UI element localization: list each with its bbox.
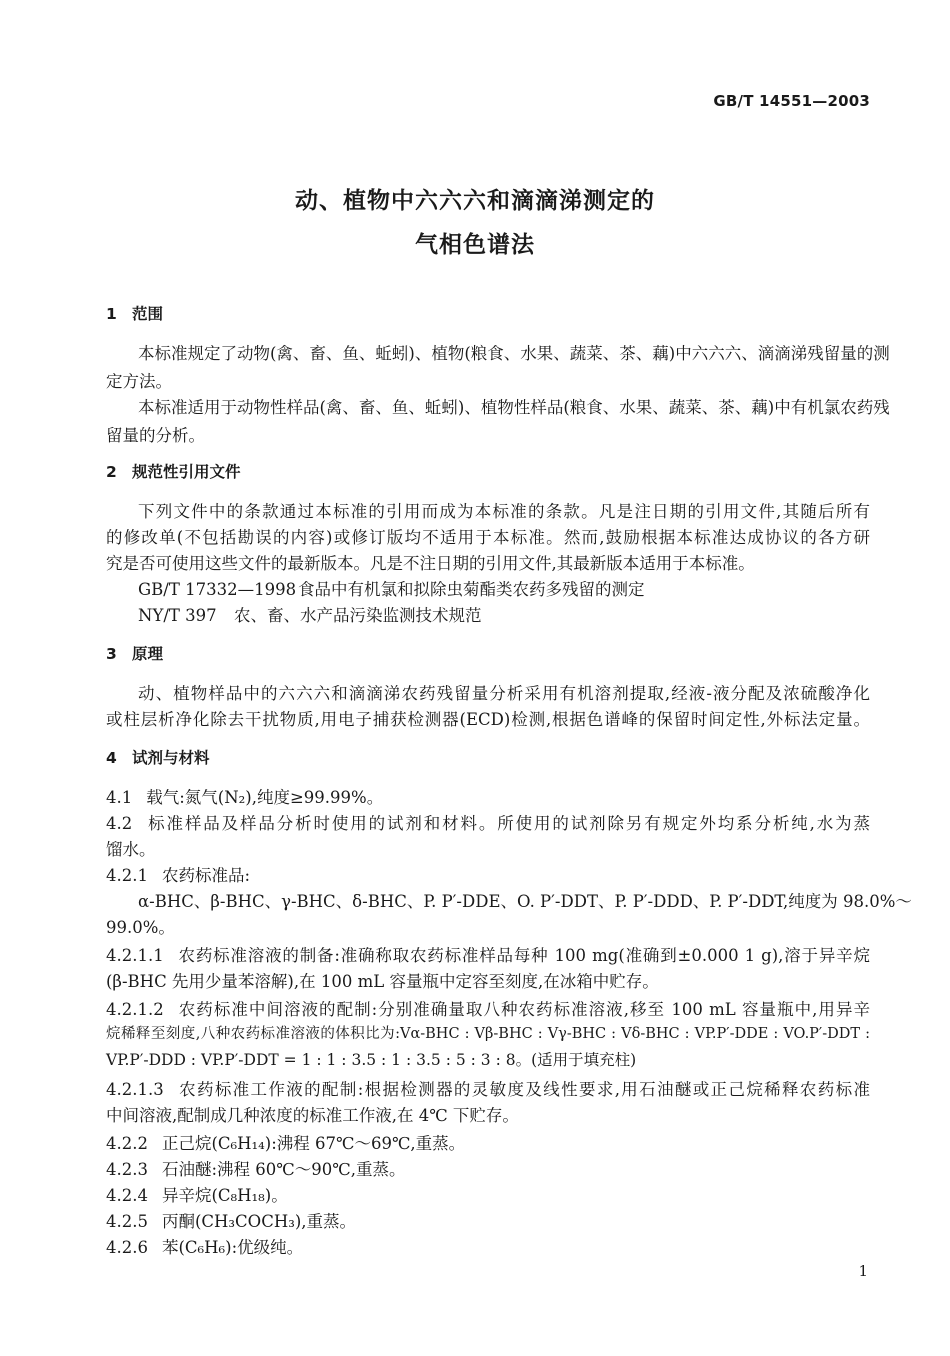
page-number: 1 — [858, 1262, 868, 1280]
document-title-line-1: 动、植物中六六六和滴滴涕测定的 — [295, 188, 655, 214]
paragraph-line: 下列文件中的条款通过本标准的引用而成为本标准的条款。凡是注日期的引用文件,其随后所有 — [138, 502, 870, 521]
paragraph-line: 或柱层析净化除去干扰物质,用电子捕获检测器(ECD)检测,根据色谱峰的保留时间定性,外标法定量。 — [106, 710, 870, 729]
paragraph-line: 烷稀释至刻度,八种农药标准溶液的体积比为:Vα-BHC : Vβ-BHC : Vγ-BHC : Vδ-BHC : VP.P′-DDE : VO.P′-DDT : — [106, 1026, 870, 1042]
paragraph-line: 留量的分析。 — [106, 426, 205, 445]
paragraph-line: 的修改单(不包括勘误的内容)或修订版均不适用于本标准。然而,鼓励根据本标准达成协议的各方研 — [106, 528, 870, 547]
paragraph-line: 99.0%。 — [106, 918, 175, 937]
clause-4-2-6 — [106, 1234, 303, 1258]
section-2-heading — [106, 460, 241, 482]
paragraph-line: 究是否可使用这些文件的最新版本。凡是不注日期的引用文件,其最新版本适用于本标准。 — [106, 554, 755, 573]
clause-number: 4.2.5 — [106, 1212, 148, 1231]
section-title: 范围 — [132, 305, 164, 323]
paragraph-line: 馏水。 — [106, 840, 156, 859]
reference-code: NY/T 397 — [138, 606, 217, 625]
clause-number: 4.1 — [106, 788, 133, 807]
section-number: 3 — [106, 645, 117, 663]
clause-4-2-3 — [106, 1156, 405, 1180]
clause-text: 正己烷(C₆H₁₄):沸程 67℃～69℃,重蒸。 — [161, 1134, 466, 1153]
section-title: 试剂与材料 — [132, 749, 210, 767]
clause-text: 农药标准溶液的制备:准确称取农药标准样品每种 100 mg(准确到±0.000 1 g),溶于异辛烷 — [177, 946, 870, 965]
clause-number: 4.2.4 — [106, 1186, 148, 1205]
section-1-heading — [106, 302, 163, 324]
clause-4-2-4 — [106, 1182, 288, 1206]
paragraph-line: VP.P′-DDD : VP.P′-DDT = 1 : 1 : 3.5 : 1 : 3.5 : 5 : 3 : 8。(适用于填充柱) — [106, 1051, 637, 1069]
clause-text: 异辛烷(C₈H₁₈)。 — [161, 1186, 288, 1205]
clause-text: 石油醚:沸程 60℃～90℃,重蒸。 — [161, 1160, 406, 1179]
clause-4-1 — [106, 784, 383, 808]
clause-4-2-5 — [106, 1208, 356, 1232]
clause-number: 4.2.2 — [106, 1134, 148, 1153]
section-title: 规范性引用文件 — [132, 463, 241, 481]
normative-reference — [138, 602, 482, 626]
paragraph-line: α-BHC、β-BHC、γ-BHC、δ-BHC、P. P′-DDE、O. P′-DDT、P. P′-DDD、P. P′-DDT,纯度为 98.0%～ — [138, 892, 912, 911]
section-number: 4 — [106, 749, 117, 767]
clause-number: 4.2.1.3 — [106, 1080, 164, 1099]
clause-number: 4.2.1.2 — [106, 1000, 164, 1019]
normative-reference — [138, 576, 645, 600]
clause-4-2-2 — [106, 1130, 465, 1154]
reference-code: GB/T 17332—1998 — [138, 580, 297, 599]
clause-4-2-1-3 — [106, 1076, 870, 1100]
clause-text: 农药标准品: — [161, 866, 251, 885]
clause-text: 农药标准工作液的配制:根据检测器的灵敏度及线性要求,用石油醚或正己烷稀释农药标准 — [177, 1080, 870, 1099]
paragraph-line: 本标准适用于动物性样品(禽、畜、鱼、蚯蚓)、植物性样品(粮食、水果、蔬菜、茶、藕)中有机氯农药残 — [138, 398, 890, 417]
paragraph-line: 动、植物样品中的六六六和滴滴涕农药残留量分析采用有机溶剂提取,经液-液分配及浓硫酸净化 — [138, 684, 870, 703]
section-3-heading — [106, 642, 163, 664]
section-4-heading — [106, 746, 210, 768]
paragraph-line: (β-BHC 先用少量苯溶解),在 100 mL 容量瓶中定容至刻度,在冰箱中贮存。 — [106, 972, 659, 991]
clause-4-2-1-2 — [106, 996, 870, 1020]
clause-text: 农药标准中间溶液的配制:分别准确量取八种农药标准溶液,移至 100 mL 容量瓶中,用异辛 — [177, 1000, 870, 1019]
section-number: 2 — [106, 463, 117, 481]
paragraph-line: 中间溶液,配制成几种浓度的标准工作液,在 4℃ 下贮存。 — [106, 1106, 519, 1125]
paragraph-line: 本标准规定了动物(禽、畜、鱼、蚯蚓)、植物(粮食、水果、蔬菜、茶、藕)中六六六、滴滴涕残留量的测 — [138, 344, 890, 363]
section-number: 1 — [106, 305, 117, 323]
reference-title: 农、畜、水产品污染监测技术规范 — [234, 606, 482, 625]
clause-number: 4.2.3 — [106, 1160, 148, 1179]
clause-number: 4.2.6 — [106, 1238, 148, 1257]
clause-4-2 — [106, 810, 870, 834]
clause-text: 苯(C₆H₆):优级纯。 — [161, 1238, 304, 1257]
clause-number: 4.2.1 — [106, 866, 148, 885]
clause-text: 载气:氮气(N₂),纯度≥99.99%。 — [146, 788, 384, 807]
clause-number: 4.2.1.1 — [106, 946, 164, 965]
standard-number: GB/T 14551—2003 — [713, 92, 870, 110]
clause-4-2-1-1 — [106, 942, 870, 966]
reference-title: 食品中有机氯和拟除虫菊酯类农药多残留的测定 — [298, 580, 645, 599]
clause-text: 标准样品及样品分析时使用的试剂和材料。所使用的试剂除另有规定外均系分析纯,水为蒸 — [146, 814, 870, 833]
clause-4-2-1 — [106, 862, 250, 886]
clause-number: 4.2 — [106, 814, 133, 833]
section-title: 原理 — [132, 645, 164, 663]
document-title-line-2: 气相色谱法 — [415, 232, 535, 258]
clause-text: 丙酮(CH₃COCH₃),重蒸。 — [161, 1212, 357, 1231]
paragraph-line: 定方法。 — [106, 372, 172, 391]
